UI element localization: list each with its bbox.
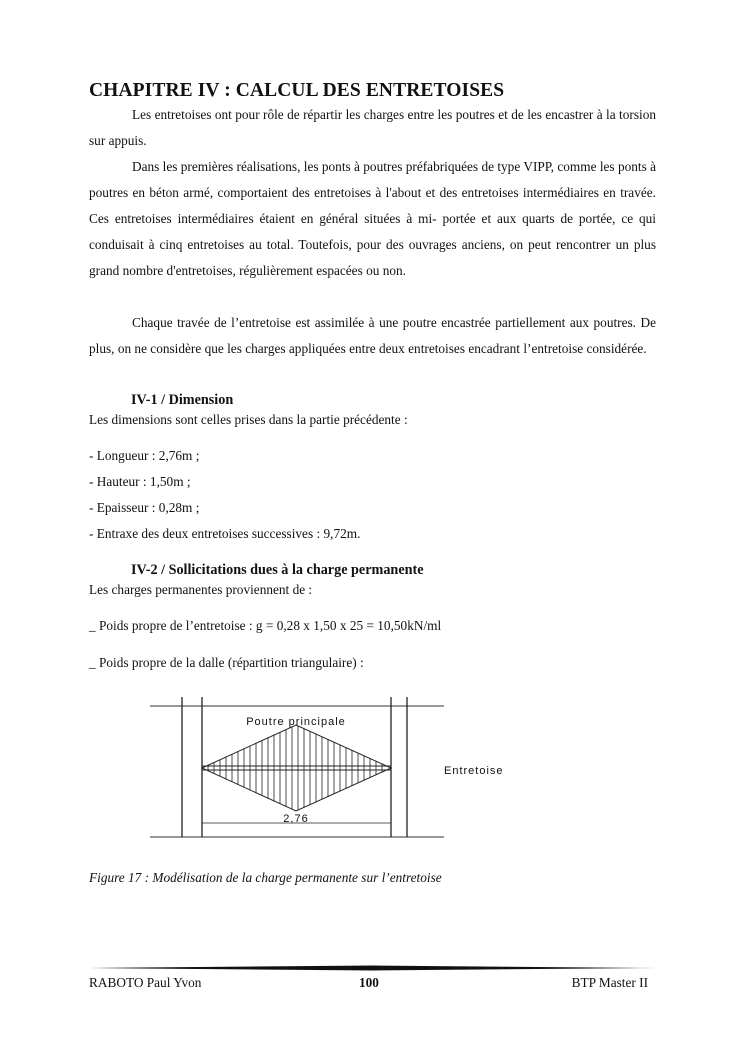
paragraph-history: Dans les premières réalisations, les ponts à poutres préfabriquées de type VIPP, comme les ponts à poutres en béton armé, comportaient des entretoises à l'about et des entretoises intermédiaires en travée. Ces entretoises intermédiaires étaient en général situées à mi- portée et aux quarts de portée, ce qui conduisait à cinq entretoises au total. Toutefois, pour des ouvrages anciens, on peut rencontrer un plus grand nombre d'entretoises, régulièrement espacées ou non.	[89, 159, 656, 278]
triangular-load-outline	[202, 725, 391, 811]
chapter-title: CHAPITRE IV : CALCUL DES ENTRETOISES	[89, 80, 505, 101]
footer-author: RABOTO Paul Yvon	[89, 975, 202, 990]
dimension-item-height: - Hauteur : 1,50m ;	[89, 474, 191, 489]
permanent-load-intro: Les charges permanentes proviennent de :	[89, 582, 313, 597]
section-title-permanent-load: IV-2 / Sollicitations dues à la charge permanente	[131, 562, 424, 578]
footer-page-number: 100	[359, 975, 379, 990]
paragraph-intro: Les entretoises ont pour rôle de répartir les charges entre les poutres et de les encastrer à la torsion sur appuis.	[89, 107, 656, 148]
section-title-dimension: IV-1 / Dimension	[131, 392, 234, 408]
dimension-intro: Les dimensions sont celles prises dans la partie précédente :	[89, 412, 408, 427]
load-hatching	[208, 726, 382, 811]
label-crossbeam: Entretoise	[444, 765, 504, 777]
figure-caption: Figure 17 : Modélisation de la charge permanente sur l’entretoise	[89, 870, 442, 885]
dimension-item-spacing: - Entraxe des deux entretoises successives : 9,72m.	[89, 526, 361, 541]
paragraph-model: Chaque travée de l’entretoise est assimilée à une poutre encastrée partiellement aux poutres. De plus, on ne considère que les charges appliquées entre deux entretoises encadrant l’entretoise considérée.	[89, 315, 656, 356]
dimension-item-length: - Longueur : 2,76m ;	[89, 448, 200, 463]
slab-weight-line: _ Poids propre de la dalle (répartition triangulaire) :	[89, 655, 364, 670]
self-weight-line: _ Poids propre de l’entretoise : g = 0,28 x 1,50 x 25 = 10,50kN/ml	[89, 618, 442, 633]
label-length: 2,76	[283, 813, 309, 825]
footer-program: BTP Master II	[571, 975, 648, 990]
load-diagram-figure	[145, 697, 504, 849]
footer-rule	[89, 965, 656, 971]
dimension-item-thickness: - Epaisseur : 0,28m ;	[89, 500, 200, 515]
label-main-beam: Poutre principale	[246, 716, 346, 728]
